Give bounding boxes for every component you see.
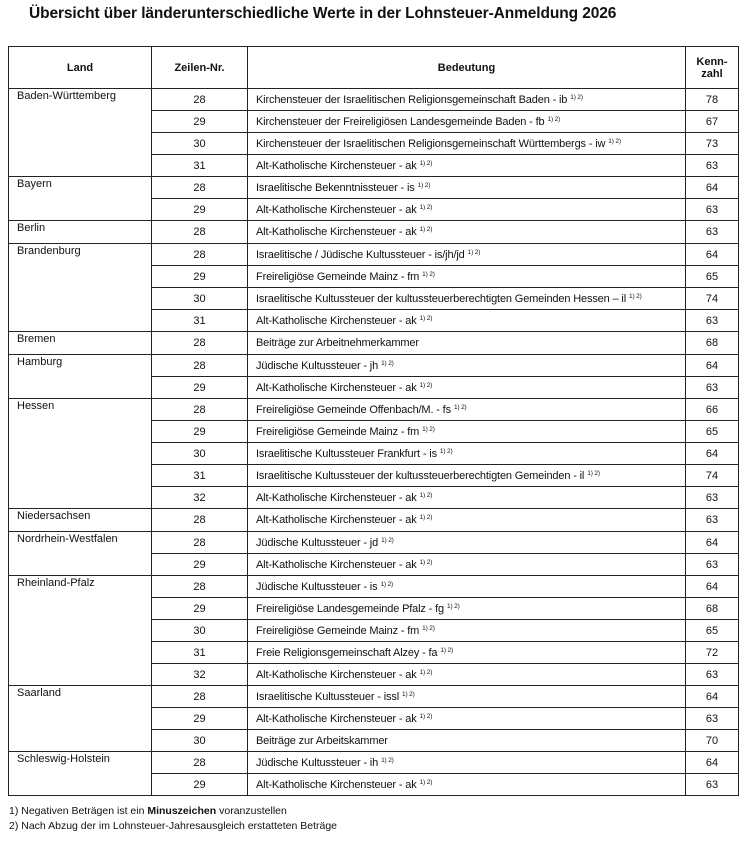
kennzahl-cell: 73 bbox=[686, 133, 739, 155]
land-cell: Brandenburg bbox=[9, 244, 152, 332]
zeilen-nr-cell: 29 bbox=[152, 554, 248, 576]
zeilen-nr-cell: 32 bbox=[152, 487, 248, 509]
table-row bbox=[9, 221, 739, 244]
bedeutung-cell bbox=[248, 266, 686, 288]
footnote-ref: 1) 2) bbox=[419, 314, 433, 322]
bedeutung-text: Alt-Katholische Kirchensteuer - ak bbox=[256, 558, 417, 571]
bedeutung-text: Alt-Katholische Kirchensteuer - ak bbox=[256, 712, 417, 725]
footnote-1-text: 1) Negativen Beträgen ist ein bbox=[9, 805, 148, 817]
bedeutung-text: Israelitische Kultussteuer der kultussteuerberechtigten Gemeinden - il bbox=[256, 469, 585, 482]
footnote-ref: 1) 2) bbox=[547, 115, 561, 123]
bedeutung-text: Freireligiöse Gemeinde Offenbach/M. - fs bbox=[256, 403, 451, 416]
kennzahl-cell: 65 bbox=[686, 620, 739, 642]
bedeutung-cell bbox=[248, 465, 686, 487]
bedeutung-cell bbox=[248, 244, 686, 266]
bedeutung-text: Alt-Katholische Kirchensteuer - ak bbox=[256, 203, 417, 216]
bedeutung-cell bbox=[248, 443, 686, 465]
zeilen-nr-cell: 28 bbox=[152, 576, 248, 598]
zeilen-nr-cell: 29 bbox=[152, 377, 248, 399]
land-cell: Niedersachsen bbox=[9, 509, 152, 532]
land-cell: Bayern bbox=[9, 177, 152, 221]
bedeutung-text: Alt-Katholische Kirchensteuer - ak bbox=[256, 381, 417, 394]
table-row bbox=[9, 332, 739, 355]
kennzahl-cell: 64 bbox=[686, 244, 739, 266]
zeilen-nr-cell: 29 bbox=[152, 774, 248, 796]
zeilen-nr-cell: 29 bbox=[152, 111, 248, 133]
footnote-ref: 1) 2) bbox=[422, 270, 435, 278]
footnote-ref: 1) 2) bbox=[453, 403, 467, 411]
footnote-ref: 1) 2) bbox=[467, 248, 481, 256]
zeilen-nr-cell: 30 bbox=[152, 288, 248, 310]
footnote-ref: 1) 2) bbox=[439, 447, 453, 455]
bedeutung-text: Israelitische Kultussteuer - issl bbox=[256, 690, 399, 703]
bedeutung-text: Jüdische Kultussteuer - is bbox=[256, 580, 378, 593]
bedeutung-cell bbox=[248, 288, 686, 310]
table-row bbox=[9, 89, 739, 111]
bedeutung-text: Freireligiöse Gemeinde Mainz - fm bbox=[256, 270, 420, 283]
zeilen-nr-cell: 30 bbox=[152, 133, 248, 155]
table-row bbox=[9, 355, 739, 377]
kennzahl-cell: 63 bbox=[686, 221, 739, 244]
zeilen-nr-cell: 30 bbox=[152, 620, 248, 642]
bedeutung-cell bbox=[248, 487, 686, 509]
bedeutung-text: Israelitische Bekenntnissteuer - is bbox=[256, 181, 415, 194]
kennzahl-cell: 64 bbox=[686, 177, 739, 199]
land-cell: Rheinland-Pfalz bbox=[9, 576, 152, 686]
header-kennzahl bbox=[686, 47, 739, 89]
bedeutung-cell bbox=[248, 576, 686, 598]
kennzahl-cell: 67 bbox=[686, 111, 739, 133]
kennzahl-cell: 65 bbox=[686, 421, 739, 443]
zeilen-nr-cell: 28 bbox=[152, 752, 248, 774]
bedeutung-cell bbox=[248, 620, 686, 642]
bedeutung-text: Israelitische Kultussteuer Frankfurt - is bbox=[256, 447, 437, 460]
table-row bbox=[9, 399, 739, 421]
bedeutung-text: Beiträge zur Arbeitskammer bbox=[256, 734, 388, 747]
kennzahl-cell: 64 bbox=[686, 752, 739, 774]
header-kennzahl-line1: Kenn- bbox=[696, 55, 728, 68]
zeilen-nr-cell: 30 bbox=[152, 730, 248, 752]
bedeutung-text: Alt-Katholische Kirchensteuer - ak bbox=[256, 314, 417, 327]
bedeutung-text: Beiträge zur Arbeitnehmerkammer bbox=[256, 337, 419, 349]
zeilen-nr-cell: 28 bbox=[152, 399, 248, 421]
bedeutung-text: Israelitische Kultussteuer der kultussteuerberechtigten Gemeinden Hessen – il bbox=[256, 292, 626, 305]
footnote-ref: 1) 2) bbox=[422, 425, 435, 433]
land-cell: Schleswig-Holstein bbox=[9, 752, 152, 796]
kennzahl-cell: 63 bbox=[686, 664, 739, 686]
kennzahl-cell: 64 bbox=[686, 576, 739, 598]
bedeutung-cell bbox=[248, 377, 686, 399]
kennzahl-cell: 64 bbox=[686, 532, 739, 554]
kennzahl-cell: 63 bbox=[686, 554, 739, 576]
kennzahl-cell: 63 bbox=[686, 487, 739, 509]
footnote-1-bold: Minuszeichen bbox=[147, 805, 217, 817]
bedeutung-cell bbox=[248, 399, 686, 421]
bedeutung-text: Israelitische / Jüdische Kultussteuer - is/jh/jd bbox=[256, 248, 465, 261]
footnote-ref: 1) 2) bbox=[419, 778, 433, 786]
bedeutung-text: Alt-Katholische Kirchensteuer - ak bbox=[256, 778, 417, 791]
kennzahl-cell: 63 bbox=[686, 377, 739, 399]
bedeutung-cell bbox=[248, 686, 686, 708]
zeilen-nr-cell: 31 bbox=[152, 642, 248, 664]
zeilen-nr-cell: 28 bbox=[152, 532, 248, 554]
kennzahl-cell: 64 bbox=[686, 355, 739, 377]
bedeutung-cell bbox=[248, 664, 686, 686]
table-row bbox=[9, 576, 739, 598]
bedeutung-text: Jüdische Kultussteuer - ih bbox=[256, 756, 379, 769]
footnote-ref: 1) 2) bbox=[381, 359, 394, 367]
kennzahl-cell: 74 bbox=[686, 288, 739, 310]
bedeutung-text: Jüdische Kultussteuer - jd bbox=[256, 536, 379, 549]
land-cell: Bremen bbox=[9, 332, 152, 355]
table-body bbox=[9, 89, 739, 796]
table-row bbox=[9, 177, 739, 199]
footnote-ref: 1) 2) bbox=[587, 469, 600, 477]
kennzahl-cell: 64 bbox=[686, 443, 739, 465]
footnote-ref: 1) 2) bbox=[419, 159, 433, 167]
zeilen-nr-cell: 32 bbox=[152, 664, 248, 686]
footnote-1-end: voranzustellen bbox=[216, 805, 287, 817]
bedeutung-text: Alt-Katholische Kirchensteuer - ak bbox=[256, 226, 417, 238]
kennzahl-cell: 63 bbox=[686, 310, 739, 332]
bedeutung-cell bbox=[248, 133, 686, 155]
footnote-ref: 1) 2) bbox=[440, 646, 454, 654]
bedeutung-text: Alt-Katholische Kirchensteuer - ak bbox=[256, 668, 417, 681]
bedeutung-text: Alt-Katholische Kirchensteuer - ak bbox=[256, 159, 417, 172]
land-cell: Berlin bbox=[9, 221, 152, 244]
zeilen-nr-cell: 31 bbox=[152, 465, 248, 487]
values-table bbox=[8, 46, 739, 796]
table-header-row bbox=[9, 47, 739, 89]
footnote-ref: 1) 2) bbox=[570, 93, 583, 101]
bedeutung-cell bbox=[248, 155, 686, 177]
footnote-ref: 1) 2) bbox=[380, 580, 394, 588]
bedeutung-cell bbox=[248, 774, 686, 796]
table-row bbox=[9, 686, 739, 708]
footnote-ref: 1) 2) bbox=[381, 756, 394, 764]
bedeutung-text: Freireligiöse Gemeinde Mainz - fm bbox=[256, 425, 420, 438]
bedeutung-cell bbox=[248, 752, 686, 774]
footnote-ref: 1) 2) bbox=[629, 292, 642, 300]
land-cell: Saarland bbox=[9, 686, 152, 752]
bedeutung-cell bbox=[248, 89, 686, 111]
kennzahl-cell: 63 bbox=[686, 199, 739, 221]
header-bedeutung: Bedeutung bbox=[248, 47, 686, 89]
bedeutung-cell bbox=[248, 355, 686, 377]
bedeutung-text: Alt-Katholische Kirchensteuer - ak bbox=[256, 491, 417, 504]
bedeutung-text: Freie Religionsgemeinschaft Alzey - fa bbox=[256, 646, 438, 659]
zeilen-nr-cell: 28 bbox=[152, 177, 248, 199]
bedeutung-cell bbox=[248, 642, 686, 664]
footnote-ref: 1) 2) bbox=[419, 558, 433, 566]
table-row bbox=[9, 509, 739, 532]
zeilen-nr-cell: 31 bbox=[152, 155, 248, 177]
header-land: Land bbox=[9, 47, 152, 89]
header-zeilen-nr: Zeilen-Nr. bbox=[152, 47, 248, 89]
bedeutung-cell bbox=[248, 177, 686, 199]
footnote-ref: 1) 2) bbox=[419, 381, 433, 389]
bedeutung-cell bbox=[248, 221, 686, 244]
bedeutung-cell bbox=[248, 532, 686, 554]
bedeutung-text: Freireligiöse Landesgemeinde Pfalz - fg bbox=[256, 602, 444, 615]
zeilen-nr-cell: 29 bbox=[152, 199, 248, 221]
footnote-ref: 1) 2) bbox=[419, 203, 433, 211]
footnote-ref: 1) 2) bbox=[422, 624, 435, 632]
bedeutung-cell bbox=[248, 421, 686, 443]
footnote-ref: 1) 2) bbox=[419, 491, 433, 499]
kennzahl-cell: 70 bbox=[686, 730, 739, 752]
zeilen-nr-cell: 28 bbox=[152, 332, 248, 355]
zeilen-nr-cell: 29 bbox=[152, 266, 248, 288]
kennzahl-cell: 63 bbox=[686, 155, 739, 177]
zeilen-nr-cell: 28 bbox=[152, 89, 248, 111]
bedeutung-text: Jüdische Kultussteuer - jh bbox=[256, 359, 379, 372]
footnote-ref: 1) 2) bbox=[417, 181, 431, 189]
footnote-1 bbox=[9, 805, 287, 817]
footnote-ref: 1) 2) bbox=[419, 514, 433, 521]
kennzahl-cell: 63 bbox=[686, 509, 739, 532]
zeilen-nr-cell: 28 bbox=[152, 355, 248, 377]
bedeutung-cell bbox=[248, 598, 686, 620]
zeilen-nr-cell: 29 bbox=[152, 421, 248, 443]
table-row bbox=[9, 752, 739, 774]
kennzahl-cell: 66 bbox=[686, 399, 739, 421]
kennzahl-cell: 72 bbox=[686, 642, 739, 664]
bedeutung-cell bbox=[248, 708, 686, 730]
kennzahl-cell: 68 bbox=[686, 598, 739, 620]
land-cell: Nordrhein-Westfalen bbox=[9, 532, 152, 576]
bedeutung-text: Kirchensteuer der Israelitischen Religionsgemeinschaft Württembergs - iw bbox=[256, 137, 606, 150]
bedeutung-cell bbox=[248, 509, 686, 532]
kennzahl-cell: 68 bbox=[686, 332, 739, 355]
bedeutung-cell bbox=[248, 111, 686, 133]
kennzahl-cell: 63 bbox=[686, 708, 739, 730]
zeilen-nr-cell: 28 bbox=[152, 244, 248, 266]
kennzahl-cell: 78 bbox=[686, 89, 739, 111]
bedeutung-cell bbox=[248, 730, 686, 752]
footnote-ref: 1) 2) bbox=[381, 536, 394, 544]
bedeutung-cell bbox=[248, 310, 686, 332]
zeilen-nr-cell: 28 bbox=[152, 686, 248, 708]
zeilen-nr-cell: 29 bbox=[152, 708, 248, 730]
table-row bbox=[9, 532, 739, 554]
footnote-ref: 1) 2) bbox=[419, 668, 433, 676]
zeilen-nr-cell: 31 bbox=[152, 310, 248, 332]
footnote-ref: 1) 2) bbox=[446, 602, 460, 610]
footnote-ref: 1) 2) bbox=[608, 137, 621, 145]
footnote-ref: 1) 2) bbox=[419, 226, 433, 233]
bedeutung-text: Kirchensteuer der Israelitischen Religionsgemeinschaft Baden - ib bbox=[256, 93, 568, 106]
zeilen-nr-cell: 28 bbox=[152, 221, 248, 244]
table-row bbox=[9, 244, 739, 266]
zeilen-nr-cell: 30 bbox=[152, 443, 248, 465]
land-cell: Hamburg bbox=[9, 355, 152, 399]
bedeutung-cell bbox=[248, 332, 686, 355]
footnote-ref: 1) 2) bbox=[419, 712, 433, 720]
footnote-ref: 1) 2) bbox=[402, 690, 415, 698]
bedeutung-cell bbox=[248, 199, 686, 221]
bedeutung-text: Kirchensteuer der Freireligiösen Landesgemeinde Baden - fb bbox=[256, 115, 545, 128]
header-kennzahl-line2: zahl bbox=[701, 67, 723, 80]
land-cell: Baden-Württemberg bbox=[9, 89, 152, 177]
page-title: Übersicht über länderunterschiedliche Werte in der Lohnsteuer-Anmeldung 2026 bbox=[29, 5, 617, 22]
kennzahl-cell: 74 bbox=[686, 465, 739, 487]
land-cell: Hessen bbox=[9, 399, 152, 509]
bedeutung-text: Alt-Katholische Kirchensteuer - ak bbox=[256, 514, 417, 526]
kennzahl-cell: 63 bbox=[686, 774, 739, 796]
bedeutung-text: Freireligiöse Gemeinde Mainz - fm bbox=[256, 624, 420, 637]
zeilen-nr-cell: 28 bbox=[152, 509, 248, 532]
zeilen-nr-cell: 29 bbox=[152, 598, 248, 620]
kennzahl-cell: 65 bbox=[686, 266, 739, 288]
kennzahl-cell: 64 bbox=[686, 686, 739, 708]
bedeutung-cell bbox=[248, 554, 686, 576]
footnote-2: 2) Nach Abzug der im Lohnsteuer-Jahresausgleich erstatteten Beträge bbox=[9, 820, 338, 832]
